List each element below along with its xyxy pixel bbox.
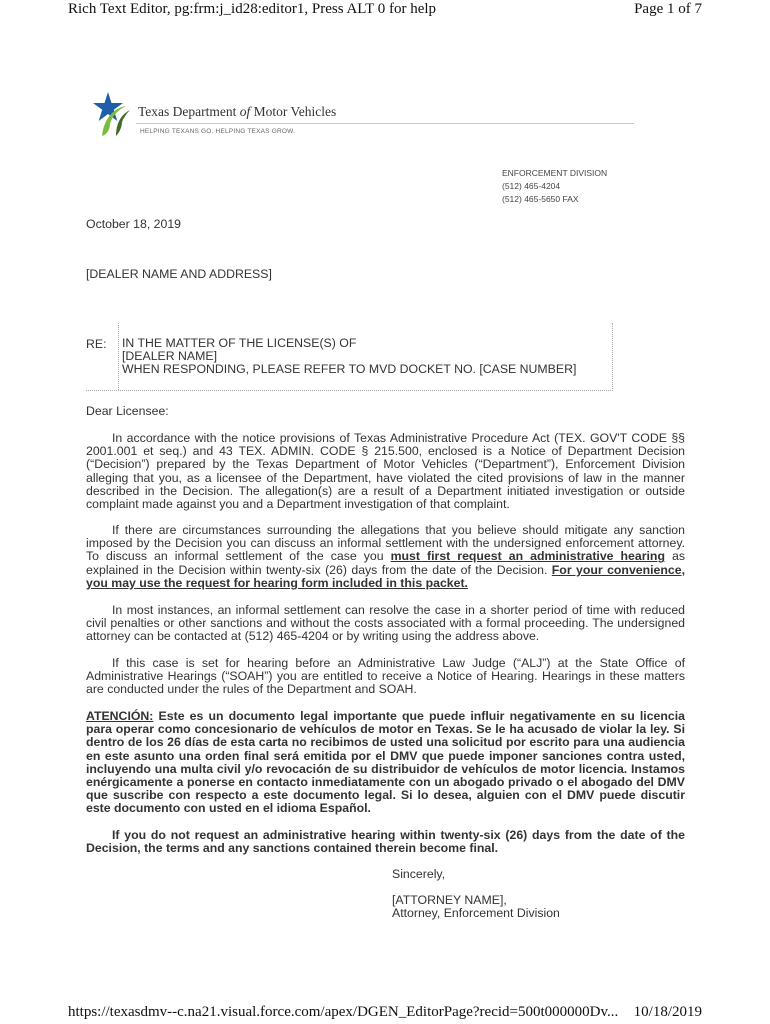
print-date: 10/18/2019 xyxy=(633,1004,702,1020)
organization-name: Texas Department of Motor Vehicles xyxy=(138,104,337,119)
re-separator xyxy=(118,323,119,390)
tagline: HELPING TEXANS GO. HELPING TEXAS GROW. xyxy=(140,128,296,135)
paragraph-informal: In most instances, an informal settlement can resolve the case in a shorter period of time with reduced civil penalties or other sanctions and without the costs associated with a formal proceeding. The undersigned attorney can be contacted at (512) 465-4204 or by writing using the address above. xyxy=(86,603,685,644)
closing: Sincerely, xyxy=(392,867,446,881)
division-name: ENFORCEMENT DIVISION xyxy=(502,168,608,178)
phone-number: (512) 465-4204 xyxy=(502,181,561,191)
letterhead-divider xyxy=(136,123,634,124)
letter-date: October 18, 2019 xyxy=(86,217,182,231)
attorney-name: [ATTORNEY NAME], xyxy=(392,893,507,907)
signature-block xyxy=(392,894,560,921)
re-subject: IN THE MATTER OF THE LICENSE(S) OF [DEALER NAME] WHEN RESPONDING, PLEASE REFER TO MVD DOCKET NO. [CASE NUMBER] xyxy=(122,336,577,377)
paragraph-settlement: If there are circumstances surrounding the allegations that you believe should mitigate any sanction imposed by the Decision you can discuss an informal settlement with the undersigned enforcement attorney. To discuss an informal settlement of the case you must first request an administrative hearing as explained in the Decision within twenty-six (26) days from the date of the Decision. For your convenience, you may use the request for hearing form included in this packet. xyxy=(86,523,685,590)
paragraph-notice: In accordance with the notice provisions of Texas Administrative Procedure Act (TEX. GOV'T CODE §§ 2001.001 et seq.) and 43 TEX. ADMIN. CODE § 215.500, enclosed is a Notice of Department Decision (“Decision”) prepared by the Texas Department of Motor Vehicles (“Department”), Enforcement Division alleging that you, as a licensee of the Department, have violated the cited provisions of law in the manner described in the Decision. The allegation(s) are a result of a Department initiated investigation or outside complaint made against you and a Department investigation of that complaint. xyxy=(86,431,685,512)
attorney-title: Attorney, Enforcement Division xyxy=(392,906,560,921)
greeting: Dear Licensee: xyxy=(86,404,169,418)
page-number: Page 1 of 7 xyxy=(634,1,702,17)
fax-number: (512) 465-5650 FAX xyxy=(502,194,579,204)
paragraph-hearing: If this case is set for hearing before an Administrative Law Judge (“ALJ”) at the State Office of Administrative Hearings (“SOAH”) you are entitled to receive a Notice of Hearing. Hearings in these matters are conducted under the rules of the Department and SOAH. xyxy=(86,656,685,697)
page-url: https://texasdmv--c.na21.visual.force.com/apex/DGEN_EditorPage?recid=500t000000Dv... xyxy=(68,1004,619,1020)
re-label: RE: xyxy=(86,337,107,351)
editor-header-title: Rich Text Editor, pg:frm:j_id28:editor1, Press ALT 0 for help xyxy=(68,1,437,17)
dealer-address: [DEALER NAME AND ADDRESS] xyxy=(86,267,272,281)
paragraph-final-warning: If you do not request an administrative hearing within twenty-six (26) days from the date of the Decision, the terms and any sanctions contained therein become final. xyxy=(86,828,685,856)
contact-block xyxy=(502,167,607,206)
paragraph-spanish-notice: ATENCIÓN: Este es un documento legal importante que puede influir negativamente en su licencia para operar como concesionario de vehículos de motor en Texas. Se le ha acusado de violar la ley. Si dentro de los 26 días de esta carta no recibimos de usted una solicitud por escrito para una audiencia en este asunto una orden final será emitida por el DMV que puede imponer sanciones contra usted, incluyendo una multa civil y/o revocación de su distribuidor de vehículos de motor licencia. Instamos enérgicamente a ponerse en contacto inmediatamente con un abogado privado o el abogado del DMV que suscribe con respecto a este documento legal. Si lo desea, alguien con el DMV puede discutir este documento con usted en el idioma Español. xyxy=(86,709,685,816)
txdmv-star-logo-icon xyxy=(86,90,134,138)
